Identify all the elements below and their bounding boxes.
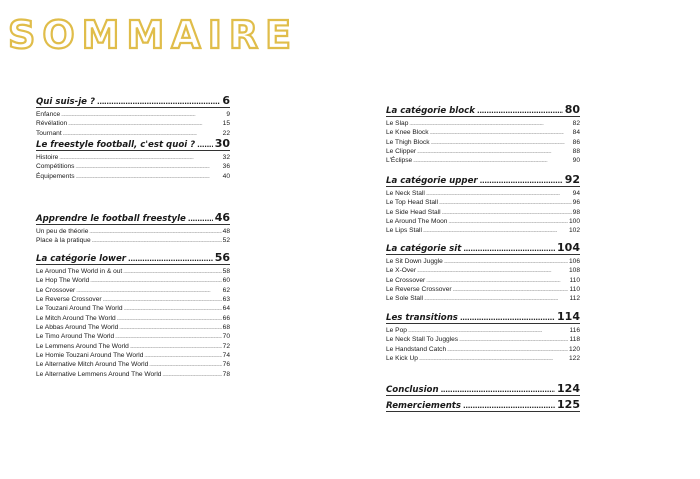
entry-label: Le Crossover	[386, 276, 426, 284]
entry-page-number: 98	[572, 208, 580, 216]
section-page-number: 30	[214, 137, 230, 150]
entry-label: Le Alternative Mitch Around The World	[36, 361, 149, 369]
toc-section-heading[interactable]	[36, 137, 230, 151]
toc-entry[interactable]	[386, 119, 580, 128]
entry-label: Le Top Head Stall	[386, 199, 438, 207]
entry-page-number: 88	[572, 148, 580, 156]
toc-section	[386, 103, 580, 173]
entry-label: Le Sit Down Juggle	[386, 258, 443, 265]
toc-entry[interactable]	[386, 326, 580, 335]
toc-right-column	[386, 103, 580, 414]
entry-label: Révélation	[36, 120, 68, 128]
entry-label: Le Slap	[386, 120, 409, 127]
toc-section	[386, 173, 580, 241]
entry-label: Enfance	[36, 111, 61, 118]
entry-label: Le Alternative Lemmens Around The World	[36, 370, 162, 378]
entry-label: Le Lips Stall	[386, 227, 422, 235]
entry-page-number: 84	[572, 129, 580, 137]
section-page-number: 46	[214, 211, 230, 224]
entry-label: Le Clipper	[386, 148, 417, 156]
section-page-number: 124	[557, 382, 580, 395]
entry-page-number: 82	[572, 120, 580, 127]
entry-label: Le Touzani Around The World	[36, 305, 123, 313]
toc-entry[interactable]	[386, 335, 580, 344]
toc-entry[interactable]	[36, 227, 230, 236]
entry-label: Le Crossover	[36, 286, 76, 294]
entry-page-number: 15	[222, 120, 230, 128]
toc-section-heading[interactable]	[386, 310, 580, 324]
entry-page-number: 86	[572, 138, 580, 146]
toc-entry[interactable]	[36, 351, 230, 360]
toc-entry[interactable]	[36, 236, 230, 245]
entry-page-number: 106	[568, 258, 580, 265]
toc-section	[36, 137, 230, 211]
section-title: La catégorie upper	[386, 176, 478, 186]
entry-label: Le Sole Stall	[386, 295, 424, 303]
entry-label: Le Reverse Crossover	[36, 296, 102, 304]
section-page-number: 80	[564, 103, 580, 116]
entry-page-number: 122	[568, 355, 580, 363]
toc-entry[interactable]	[386, 128, 580, 137]
entry-label: Histoire	[36, 154, 59, 161]
toc-entry[interactable]	[36, 323, 230, 332]
entry-page-number: 72	[222, 342, 230, 350]
entry-page-number: 32	[222, 154, 230, 161]
section-title: Remerciements	[386, 401, 462, 411]
entry-label: Le Mitch Around The World	[36, 314, 116, 322]
entry-page-number: 90	[572, 157, 580, 165]
toc-entry[interactable]	[386, 285, 580, 294]
toc-entry[interactable]	[386, 276, 580, 285]
entry-label: Le Handstand Catch	[386, 345, 447, 353]
toc-section	[36, 94, 230, 137]
toc-section-heading[interactable]	[386, 241, 580, 255]
entry-page-number: 60	[222, 277, 230, 285]
entry-page-number: 110	[569, 276, 580, 284]
toc-section-heading[interactable]	[36, 211, 230, 225]
toc-section	[36, 211, 230, 251]
section-title: Conclusion	[386, 385, 439, 395]
section-title: La catégorie lower	[36, 254, 127, 264]
entry-label: L'Éclipse	[386, 157, 413, 165]
entry-page-number: 63	[222, 296, 230, 304]
toc-section-heading[interactable]	[386, 382, 580, 396]
entry-label: Place à la pratique	[36, 237, 91, 245]
entry-page-number: 120	[568, 345, 580, 353]
toc-entry[interactable]	[36, 304, 230, 313]
section-title: La catégorie sit	[386, 244, 462, 254]
toc-section	[386, 382, 580, 396]
entry-label: Le Lemmens Around The World	[36, 342, 129, 350]
entry-label: Le Hop The World	[36, 277, 90, 285]
toc-entry[interactable]	[386, 138, 580, 147]
entry-page-number: 68	[222, 324, 230, 332]
entry-page-number: 58	[222, 268, 230, 275]
entry-label: Un peu de théorie	[36, 228, 89, 235]
entry-page-number: 70	[222, 333, 230, 341]
toc-entry[interactable]	[386, 354, 580, 363]
entry-page-number: 116	[569, 327, 580, 334]
entry-page-number: 78	[222, 370, 230, 378]
toc-entry[interactable]	[36, 332, 230, 341]
entry-page-number: 100	[568, 218, 580, 226]
entry-page-number: 118	[569, 336, 580, 344]
entry-label: Compétitions	[36, 163, 75, 171]
entry-page-number: 74	[222, 352, 230, 360]
toc-entry[interactable]	[36, 276, 230, 285]
page-title: SOMMAIRE	[8, 13, 299, 57]
section-page-number: 6	[222, 94, 230, 107]
toc-section-heading[interactable]	[36, 251, 230, 265]
toc-entry[interactable]	[386, 189, 580, 198]
entry-page-number: 66	[222, 314, 230, 322]
section-title: Le freestyle football, c'est quoi ?	[36, 140, 196, 150]
entry-page-number: 48	[222, 228, 230, 235]
toc-entry[interactable]	[36, 314, 230, 323]
section-page-number: 56	[214, 251, 230, 264]
toc-entry[interactable]	[386, 345, 580, 354]
toc-entry[interactable]	[36, 110, 230, 119]
entry-label: Le X-Over	[386, 267, 417, 275]
entry-page-number: 52	[222, 237, 230, 245]
entry-page-number: 110	[569, 286, 580, 294]
toc-entry[interactable]	[36, 162, 230, 171]
toc-entry[interactable]	[36, 172, 230, 181]
entry-page-number: 112	[569, 295, 580, 303]
toc-left-column	[36, 94, 230, 379]
toc-entry[interactable]	[36, 119, 230, 128]
section-title: Les transitions	[386, 313, 458, 323]
entry-page-number: 64	[222, 305, 230, 313]
entry-page-number: 108	[568, 267, 580, 275]
section-title: La catégorie block	[386, 106, 475, 116]
toc-entry[interactable]	[36, 286, 230, 295]
entry-page-number: 94	[572, 190, 580, 197]
entry-page-number: 9	[226, 111, 230, 118]
entry-label: Le Around The Moon	[386, 218, 448, 226]
entry-label: Le Around The World in & out	[36, 268, 123, 275]
entry-label: Tournant	[36, 129, 62, 137]
entry-label: Le Neck Stall To Juggles	[386, 336, 459, 344]
entry-page-number: 62	[222, 286, 230, 294]
toc-entry[interactable]	[36, 267, 230, 276]
entry-page-number: 40	[222, 172, 230, 180]
toc-entry[interactable]	[386, 217, 580, 226]
section-page-number: 114	[557, 310, 580, 323]
entry-page-number: 102	[568, 227, 580, 235]
entry-label: Le Kick Up	[386, 355, 418, 363]
toc-section	[36, 251, 230, 379]
toc-entry[interactable]	[386, 208, 580, 217]
toc-entry[interactable]	[36, 153, 230, 162]
toc-entry[interactable]	[36, 370, 230, 379]
toc-entry[interactable]	[386, 198, 580, 207]
toc-section	[386, 310, 580, 382]
toc-section-heading[interactable]	[36, 94, 230, 108]
toc-entry[interactable]	[386, 147, 580, 156]
toc-entry[interactable]	[386, 294, 580, 303]
section-title: Apprendre le football freestyle	[36, 214, 186, 224]
entry-label: Le Abbas Around The World	[36, 324, 119, 332]
section-title: Qui suis-je ?	[36, 97, 95, 107]
section-page-number: 104	[557, 241, 580, 254]
entry-page-number: 76	[222, 361, 230, 369]
entry-label: Le Reverse Crossover	[386, 286, 452, 294]
entry-page-number: 36	[222, 163, 230, 171]
section-page-number: 125	[557, 398, 580, 411]
toc-entry[interactable]	[386, 226, 580, 235]
toc-entry[interactable]	[386, 257, 580, 266]
entry-label: Le Neck Stall	[386, 190, 425, 197]
entry-label: Le Side Head Stall	[386, 208, 441, 216]
entry-label: Équipements	[36, 172, 75, 180]
entry-label: Le Pop	[386, 327, 407, 334]
toc-entry[interactable]	[36, 342, 230, 351]
entry-page-number: 22	[222, 129, 230, 137]
toc-section-heading[interactable]	[386, 103, 580, 117]
toc-entry[interactable]	[36, 129, 230, 138]
toc-entry[interactable]	[36, 360, 230, 369]
toc-entry[interactable]	[386, 156, 580, 165]
section-page-number: 92	[564, 173, 580, 186]
toc-entry[interactable]	[36, 295, 230, 304]
entry-label: Le Homie Touzani Around The World	[36, 352, 144, 360]
entry-label: Le Knee Block	[386, 129, 429, 137]
entry-label: Le Timo Around The World	[36, 333, 115, 341]
toc-section	[386, 398, 580, 412]
toc-entry[interactable]	[386, 266, 580, 275]
entry-page-number: 96	[572, 199, 580, 207]
entry-label: Le Thigh Block	[386, 138, 430, 146]
toc-section-heading[interactable]	[386, 173, 580, 187]
toc-section	[386, 241, 580, 310]
toc-section-heading[interactable]	[386, 398, 580, 412]
